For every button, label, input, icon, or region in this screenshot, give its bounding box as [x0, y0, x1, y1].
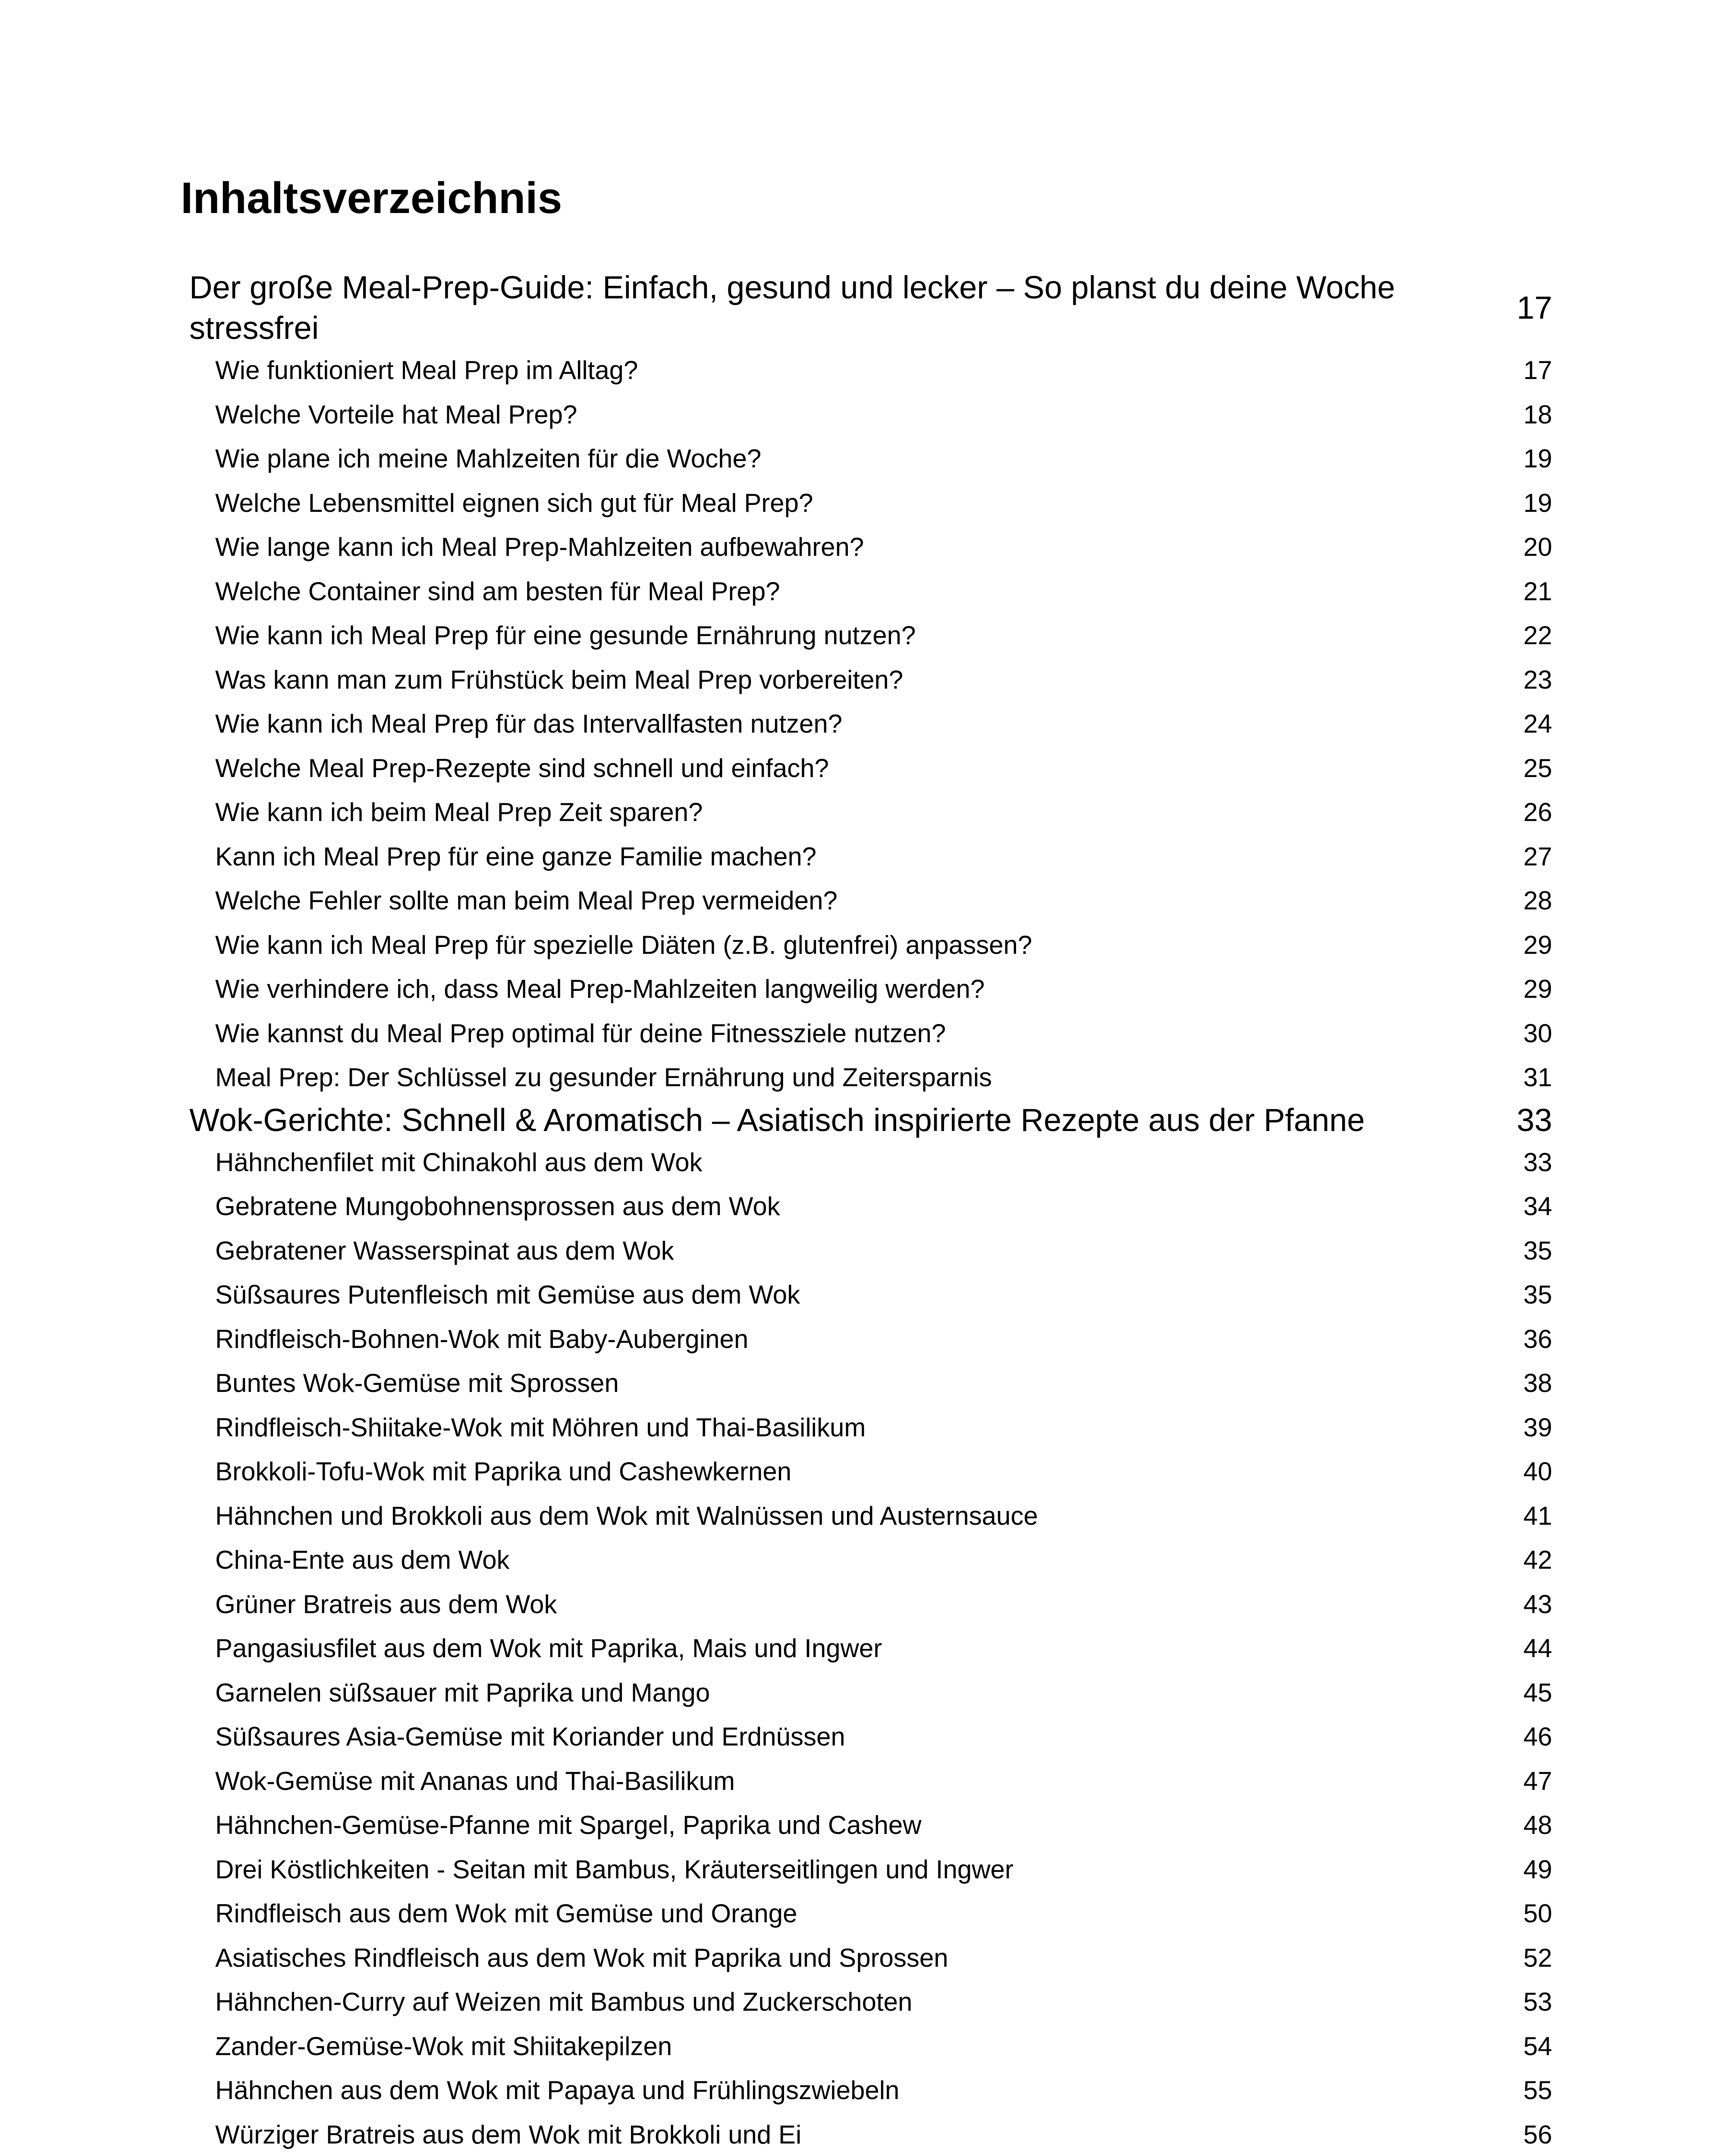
- toc-page-number: 29: [1523, 975, 1552, 1003]
- toc-page-number: 34: [1523, 1192, 1552, 1221]
- toc-page-number: 23: [1523, 665, 1552, 694]
- toc-page-number: 56: [1523, 2120, 1552, 2149]
- toc-entry[interactable]: [181, 1538, 1552, 1583]
- toc-section-title: Der große Meal-Prep-Guide: Einfach, gesund und lecker – So planst du deine Woche stressfrei: [189, 270, 1395, 346]
- toc-page-number: 40: [1523, 1457, 1552, 1486]
- toc-entry-title: Zander-Gemüse-Wok mit Shiitakepilzen: [215, 2031, 672, 2061]
- table-of-contents: [181, 267, 1552, 2156]
- toc-entry[interactable]: [181, 1892, 1552, 1936]
- toc-entry-title: Rindfleisch aus dem Wok mit Gemüse und Orange: [215, 1899, 797, 1928]
- toc-entry[interactable]: [181, 525, 1552, 570]
- toc-entry-title: Brokkoli-Tofu-Wok mit Paprika und Cashewkernen: [215, 1457, 792, 1486]
- toc-entry-title: Wie plane ich meine Mahlzeiten für die Woche?: [215, 444, 762, 473]
- toc-entry-title: Asiatisches Rindfleisch aus dem Wok mit Paprika und Sprossen: [215, 1943, 948, 1972]
- toc-entry[interactable]: [181, 1185, 1552, 1229]
- toc-entry-title: Rindfleisch-Shiitake-Wok mit Möhren und Thai-Basilikum: [215, 1413, 866, 1442]
- toc-entry[interactable]: [181, 835, 1552, 879]
- toc-entry[interactable]: [181, 2068, 1552, 2113]
- toc-page-number: 43: [1523, 1589, 1552, 1619]
- toc-page-number: 19: [1523, 444, 1552, 473]
- toc-page-number: 30: [1523, 1018, 1552, 1048]
- toc-entry-title: Wie kann ich beim Meal Prep Zeit sparen?: [215, 798, 703, 827]
- toc-page-number: 31: [1523, 1063, 1552, 1092]
- toc-entry[interactable]: [181, 1450, 1552, 1494]
- toc-entry[interactable]: [181, 393, 1552, 437]
- toc-page-number: 53: [1523, 1987, 1552, 2016]
- toc-section[interactable]: [181, 1100, 1552, 1141]
- toc-section[interactable]: [181, 267, 1552, 348]
- toc-entry-title: Hähnchen-Gemüse-Pfanne mit Spargel, Paprika und Cashew: [215, 1811, 922, 1839]
- toc-entry[interactable]: [181, 1803, 1552, 1848]
- toc-entry-title: Grüner Bratreis aus dem Wok: [215, 1589, 557, 1619]
- toc-page-number: 42: [1523, 1545, 1552, 1574]
- toc-page-number: 24: [1523, 709, 1552, 738]
- toc-page-number: 28: [1523, 886, 1552, 915]
- toc-entry[interactable]: [181, 2024, 1552, 2069]
- toc-page-number: 54: [1523, 2031, 1552, 2061]
- toc-entry-title: Kann ich Meal Prep für eine ganze Familie machen?: [215, 842, 817, 871]
- toc-page-number: 49: [1523, 1855, 1552, 1884]
- toc-page-number: 55: [1523, 2076, 1552, 2105]
- toc-entry[interactable]: [181, 923, 1552, 968]
- toc-entry[interactable]: [181, 570, 1552, 614]
- toc-section-title: Wok-Gerichte: Schnell & Aromatisch – Asiatisch inspirierte Rezepte aus der Pfanne: [189, 1102, 1365, 1138]
- toc-page-number: 19: [1523, 488, 1552, 517]
- toc-entry[interactable]: [181, 702, 1552, 746]
- page-title: Inhaltsverzeichnis: [181, 173, 562, 222]
- toc-entry-title: Süßsaures Putenfleisch mit Gemüse aus dem Wok: [215, 1280, 800, 1309]
- toc-entry[interactable]: [181, 1715, 1552, 1759]
- toc-entry-title: Gebratener Wasserspinat aus dem Wok: [215, 1236, 674, 1265]
- toc-entry[interactable]: [181, 1583, 1552, 1627]
- toc-page-number: 48: [1523, 1811, 1552, 1839]
- toc-entry[interactable]: [181, 879, 1552, 923]
- toc-entry-title: Wie lange kann ich Meal Prep-Mahlzeiten aufbewahren?: [215, 533, 864, 561]
- toc-page-number: 20: [1523, 533, 1552, 561]
- toc-entry-title: China-Ente aus dem Wok: [215, 1545, 510, 1574]
- toc-page-number: 52: [1523, 1943, 1552, 1972]
- toc-entry[interactable]: [181, 967, 1552, 1012]
- toc-entry[interactable]: [181, 614, 1552, 658]
- toc-entry[interactable]: [181, 1406, 1552, 1450]
- toc-entry-title: Welche Lebensmittel eignen sich gut für Meal Prep?: [215, 488, 813, 517]
- toc-page-number: 26: [1523, 798, 1552, 827]
- toc-entry[interactable]: [181, 746, 1552, 791]
- toc-entry[interactable]: [181, 1141, 1552, 1185]
- toc-entry-title: Wie kann ich Meal Prep für das Intervallfasten nutzen?: [215, 709, 843, 738]
- toc-page-number: 45: [1523, 1678, 1552, 1707]
- toc-entry-title: Pangasiusfilet aus dem Wok mit Paprika, Mais und Ingwer: [215, 1634, 882, 1663]
- toc-entry-title: Hähnchenfilet mit Chinakohl aus dem Wok: [215, 1147, 703, 1177]
- toc-page-number: 29: [1523, 930, 1552, 959]
- toc-entry[interactable]: [181, 2113, 1552, 2156]
- toc-entry-title: Wie kann ich Meal Prep für eine gesunde Ernährung nutzen?: [215, 621, 916, 650]
- toc-entry-title: Gebratene Mungobohnensprossen aus dem Wok: [215, 1192, 780, 1221]
- toc-entry-title: Welche Vorteile hat Meal Prep?: [215, 400, 577, 429]
- toc-page-number: 33: [1516, 1102, 1552, 1138]
- toc-entry[interactable]: [181, 481, 1552, 526]
- toc-page-number: 39: [1523, 1413, 1552, 1442]
- toc-page-number: 27: [1523, 842, 1552, 871]
- toc-entry-title: Hähnchen und Brokkoli aus dem Wok mit Walnüssen und Austernsauce: [215, 1501, 1038, 1530]
- toc-entry[interactable]: [181, 658, 1552, 702]
- toc-entry[interactable]: [181, 1273, 1552, 1317]
- toc-entry[interactable]: [181, 1848, 1552, 1892]
- toc-entry[interactable]: [181, 348, 1552, 393]
- toc-entry-title: Wie verhindere ich, dass Meal Prep-Mahlzeiten langweilig werden?: [215, 975, 985, 1003]
- toc-entry-title: Würziger Bratreis aus dem Wok mit Brokkoli und Ei: [215, 2120, 802, 2149]
- toc-entry[interactable]: [181, 790, 1552, 835]
- toc-entry[interactable]: [181, 1494, 1552, 1539]
- toc-entry[interactable]: [181, 1759, 1552, 1804]
- toc-entry-title: Wie funktioniert Meal Prep im Alltag?: [215, 356, 638, 385]
- toc-entry[interactable]: [181, 1012, 1552, 1056]
- toc-page-number: 22: [1523, 621, 1552, 650]
- toc-page-number: 38: [1523, 1369, 1552, 1398]
- toc-entry[interactable]: [181, 437, 1552, 481]
- toc-page-number: 35: [1523, 1236, 1552, 1265]
- toc-entry-title: Buntes Wok-Gemüse mit Sprossen: [215, 1369, 619, 1398]
- toc-entry[interactable]: [181, 1361, 1552, 1406]
- toc-entry-title: Wok-Gemüse mit Ananas und Thai-Basilikum: [215, 1766, 735, 1796]
- toc-page-number: 50: [1523, 1899, 1552, 1928]
- toc-entry-title: Drei Köstlichkeiten - Seitan mit Bambus, Kräuterseitlingen und Ingwer: [215, 1855, 1013, 1884]
- toc-entry-title: Hähnchen-Curry auf Weizen mit Bambus und Zuckerschoten: [215, 1987, 913, 2016]
- toc-page-number: 35: [1523, 1280, 1552, 1309]
- toc-entry[interactable]: [181, 1671, 1552, 1715]
- toc-entry[interactable]: [181, 1980, 1552, 2024]
- toc-entry-title: Süßsaures Asia-Gemüse mit Koriander und Erdnüssen: [215, 1722, 845, 1751]
- toc-entry-title: Was kann man zum Frühstück beim Meal Prep vorbereiten?: [215, 665, 904, 694]
- toc-entry-title: Welche Meal Prep-Rezepte sind schnell und einfach?: [215, 753, 829, 783]
- toc-page-number: 44: [1523, 1634, 1552, 1663]
- toc-page-number: 17: [1523, 356, 1552, 385]
- toc-entry[interactable]: [181, 1626, 1552, 1671]
- toc-entry[interactable]: [181, 1056, 1552, 1100]
- toc-entry-title: Wie kannst du Meal Prep optimal für deine Fitnessziele nutzen?: [215, 1018, 946, 1048]
- toc-entry-title: Hähnchen aus dem Wok mit Papaya und Frühlingszwiebeln: [215, 2076, 900, 2105]
- toc-entry-title: Garnelen süßsauer mit Paprika und Mango: [215, 1678, 710, 1707]
- toc-page-number: 46: [1523, 1722, 1552, 1751]
- toc-page-number: 47: [1523, 1766, 1552, 1796]
- toc-entry-title: Welche Container sind am besten für Meal Prep?: [215, 577, 780, 606]
- toc-entry[interactable]: [181, 1229, 1552, 1273]
- toc-entry[interactable]: [181, 1317, 1552, 1362]
- toc-entry-title: Wie kann ich Meal Prep für spezielle Diäten (z.B. glutenfrei) anpassen?: [215, 930, 1032, 959]
- toc-entry[interactable]: [181, 1936, 1552, 1981]
- toc-entry-title: Rindfleisch-Bohnen-Wok mit Baby-Auberginen: [215, 1324, 749, 1354]
- toc-entry-title: Welche Fehler sollte man beim Meal Prep vermeiden?: [215, 886, 838, 915]
- toc-page-number: 41: [1523, 1501, 1552, 1530]
- toc-page-number: 17: [1516, 290, 1552, 326]
- toc-page-number: 36: [1523, 1324, 1552, 1354]
- toc-page-number: 21: [1523, 577, 1552, 606]
- toc-page-number: 33: [1523, 1147, 1552, 1177]
- toc-page-number: 25: [1523, 753, 1552, 783]
- toc-page-number: 18: [1523, 400, 1552, 429]
- toc-entry-title: Meal Prep: Der Schlüssel zu gesunder Ernährung und Zeitersparnis: [215, 1063, 992, 1092]
